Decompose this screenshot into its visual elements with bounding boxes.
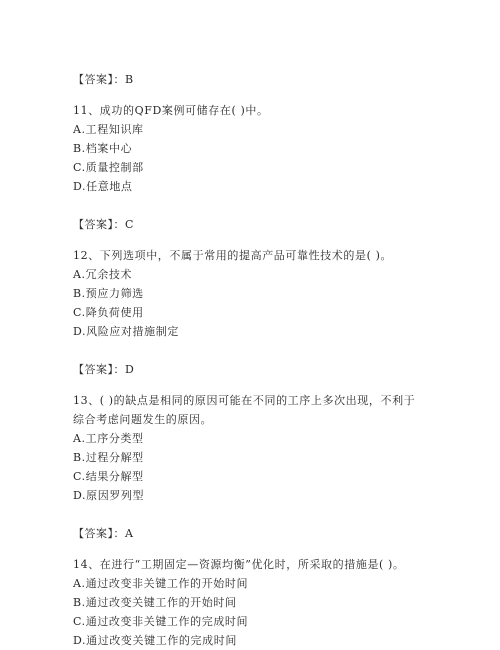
question-text-line-1: 13、( )的缺点是相同的原因可能在不同的工序上多次出现，不利于 [73, 394, 416, 407]
answer-label: 【答案】：A [73, 527, 134, 540]
option-a: A.工程知识库 [73, 123, 144, 136]
option-c: C.降负荷使用 [73, 306, 144, 319]
option-b: B.通过改变关键工作的开始时间 [73, 596, 237, 609]
option-a: A.冗余技术 [73, 268, 133, 281]
question-text: 12、下列选项中，不属于常用的提高产品可靠性技术的是( )。 [73, 249, 393, 262]
option-a: A.通过改变非关键工作的开始时间 [73, 577, 249, 590]
option-b: B.档案中心 [73, 142, 133, 155]
answer-label: 【答案】：D [73, 363, 135, 376]
question-text: 11、成功的QFD案例可储存在( )中。 [73, 104, 269, 117]
option-c: C.结果分解型 [73, 470, 144, 483]
option-a: A.工序分类型 [73, 432, 144, 445]
question-text: 14、在进行“工期固定—资源均衡”优化时，所采取的措施是( )。 [73, 558, 405, 571]
option-d: D.原因罗列型 [73, 489, 145, 502]
option-d: D.通过改变关键工作的完成时间 [73, 634, 237, 647]
answer-label: 【答案】：C [73, 218, 134, 231]
option-b: B.预应力筛选 [73, 287, 144, 300]
question-text-line-2: 综合考虑问题发生的原因。 [73, 413, 213, 426]
option-c: C.质量控制部 [73, 161, 144, 174]
option-d: D.风险应对措施制定 [73, 325, 179, 338]
option-c: C.通过改变非关键工作的完成时间 [73, 615, 249, 628]
answer-label: 【答案】：B [73, 73, 134, 86]
option-d: D.任意地点 [73, 180, 133, 193]
document-page [73, 72, 453, 650]
option-b: B.过程分解型 [73, 451, 144, 464]
